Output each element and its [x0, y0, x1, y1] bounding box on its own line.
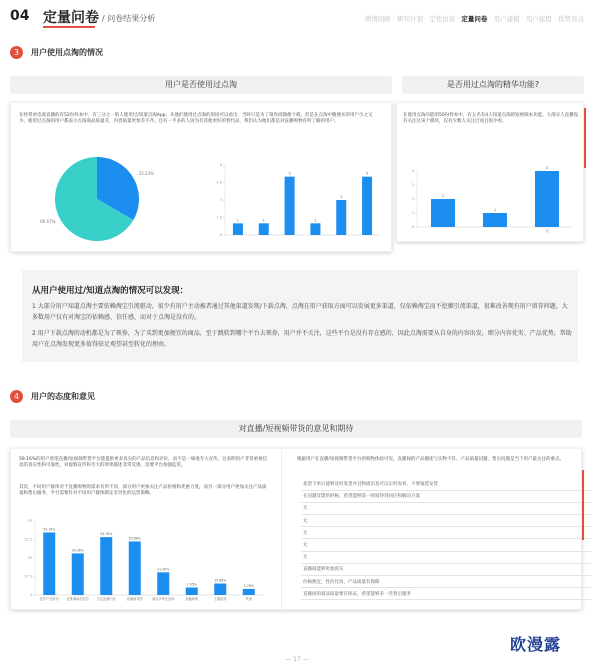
card1: [10, 102, 392, 252]
bar-category-label: 其他: [245, 597, 252, 601]
y-tick-label: 35: [27, 556, 32, 561]
page-title: 定量问卷: [43, 10, 99, 26]
section-number-badge: 3: [10, 46, 23, 59]
card2: [396, 102, 584, 242]
card2-header: 是否用过点淘的精华功能?: [402, 76, 584, 94]
section-title: 用户的态度和意见: [31, 392, 95, 401]
bar-value-label: 7.05%: [186, 582, 197, 587]
card3-text-2: 其次，不同用户群体对于直播购物的需求有所不同，部分用户更加关注产品价格和优惠力度，而另一部分用户更加关注产品质量和售后服务，平台需要针对不同用户群体制定差异化的运营策略。: [19, 485, 267, 497]
page-footer-number: — 17 —: [285, 656, 309, 663]
answer-row: 直播间能够更加真实: [301, 564, 591, 576]
pie-slice-label: 66.67%: [40, 219, 56, 225]
bar: [243, 589, 255, 595]
answer-row: 无: [301, 516, 591, 528]
bar-category-label: 主播推荐: [213, 597, 227, 601]
y-tick-label: 52.5: [24, 537, 32, 542]
y-tick-label: 3: [411, 183, 414, 188]
answer-row: 价格便宜，性价比高，产品质量有保障: [301, 577, 591, 589]
card1-text: 在经常看电商直播的有52份样本中，有三分之一的人使用过/知道点淘App。从他们使用过点淘的原因可以看出：当时只是为了领券而随便下载，但是在点淘中随便买的用户少之又少。使用过点淘的用户都表示点淘商品质量差，内容质量更参差不齐。还有一半多的人因为有其他更好的替代品，我们认为他们都是对直播购物有所了解的用户。: [19, 113, 373, 125]
y-tick-label: 1.5: [216, 215, 222, 220]
bar-value-label: 10.86%: [214, 578, 227, 583]
bar-category-label: 关注直播内容: [96, 597, 116, 601]
y-tick-label: 3: [219, 198, 222, 203]
bar-value-label: 1: [236, 218, 240, 223]
nav-item[interactable]: 定性访谈: [429, 15, 456, 23]
page-number: 04: [10, 8, 30, 24]
section-nav: [365, 14, 584, 23]
bar-category-label: 否: [545, 229, 549, 233]
y-tick-label: 6: [219, 163, 222, 168]
bar-category-label: 直播间氛围: [126, 597, 143, 601]
section-title: 用户使用点淘的情况: [31, 48, 103, 57]
answer-row: 无: [301, 528, 591, 540]
open-answers-list: [293, 479, 583, 605]
bar-category-label: 更准确商品信息: [66, 597, 89, 601]
bar-value-label: 21.45%: [157, 567, 170, 572]
section-number-badge: 4: [10, 390, 23, 403]
nav-separator: ·: [551, 15, 558, 23]
bar-value-label: 50.66%: [128, 536, 141, 541]
nav-item[interactable]: 用户旅程: [525, 15, 552, 23]
card3: [10, 448, 582, 610]
answer-row: 直播间的商品质量要有保证，希望能够多一些售后服务: [301, 589, 591, 601]
answer-row: 希望下单后能够及时发货并且物流信息可以实时查看，不要拖延发货: [301, 479, 591, 491]
bar: [259, 223, 269, 235]
bar: [186, 588, 198, 595]
bar-chart-2-group: [412, 166, 573, 233]
bar: [483, 213, 507, 227]
nav-separator: ·: [487, 15, 494, 23]
nav-item[interactable]: 优势盲点: [558, 15, 584, 23]
card1-header: 用户是否使用过点淘: [10, 76, 392, 94]
bar-value-label: 1: [314, 218, 317, 223]
bar: [535, 171, 559, 227]
section-3-heading: [10, 46, 210, 60]
answer-row: 无: [301, 540, 591, 552]
bar-value-label: 2: [441, 194, 445, 198]
bar-category-label: 商品多样化选择: [152, 597, 175, 601]
y-tick-label: 0: [219, 233, 222, 238]
y-tick-label: 4: [411, 169, 414, 174]
answer-row: 在问题反馈的时候，希望能够第一时间得到回应和解决方案: [301, 491, 591, 503]
feature-usage-bar-chart: [401, 155, 581, 239]
nav-separator: ·: [390, 15, 397, 23]
bar-category-label: 更多产品资讯: [39, 597, 59, 601]
bar: [336, 200, 346, 235]
bar-value-label: 59.16%: [43, 527, 56, 532]
finding-1: 1 大部分用户知道点淘主要依赖淘宝引流驱动，很少有用户主动被者通过其他渠道发现/下载点淘，点淘在用户获取方面可以发展更多渠道，仅依赖淘宝而不挖掘引流渠道，很难改善现有用户留存问题，大多数用户仅有对淘宝的依赖感、信任感，而对于点淘是没有的。: [32, 303, 568, 321]
title-underline: [43, 26, 95, 28]
bar-chart-1-group: [216, 163, 380, 237]
answer-row: 无: [301, 503, 591, 515]
card3-header: 对直播/短视频带货的意见和期待: [10, 420, 582, 438]
y-tick-label: 4.5: [216, 180, 222, 185]
bar: [129, 541, 141, 595]
bar-value-label: 3: [340, 195, 343, 199]
pie-group: [40, 157, 154, 241]
bar-value-label: 1: [493, 208, 497, 212]
findings-box: [22, 270, 578, 362]
y-tick-label: 70: [27, 519, 32, 524]
card3-text-3: 根据用户在直播/短视频带货平台的购物体验可见，直播间的产品描述与实物不符、产品质量问题、售后问题是当下用户最关注的重点。: [297, 457, 565, 462]
y-tick-label: 0: [29, 593, 32, 598]
bar: [157, 572, 169, 595]
bar-value-label: 1: [262, 218, 265, 223]
bar-chart-3-group: [24, 519, 263, 601]
bar: [362, 177, 372, 235]
nav-separator: ·: [455, 15, 462, 23]
bar: [100, 537, 112, 595]
y-tick-label: 0: [411, 225, 414, 230]
usage-reason-bar-chart: [211, 153, 386, 248]
y-tick-label: 1: [411, 211, 414, 216]
card3-text-1: 59.16%的用户希望直播/短视频带货平台能提供更多真实的产品信息和评价，而不是一味地夸大宣传。这表明用户非常重视信息的真实性和可靠性，对虚假宣传和夸大的效果描述非常反感，需要平台加强监管。: [19, 457, 268, 469]
bar-value-label: 4: [545, 166, 549, 170]
bar: [233, 223, 243, 235]
bar: [43, 532, 55, 595]
bar-value-label: 5: [365, 171, 369, 176]
y-tick-label: 2: [411, 197, 414, 202]
bar: [285, 177, 295, 235]
nav-item[interactable]: 简情回顾: [364, 15, 391, 23]
expectation-bar-chart: [15, 501, 271, 607]
pie-slice-label: 33.33%: [138, 170, 154, 176]
card3-divider: [281, 449, 282, 611]
bar: [310, 223, 320, 235]
bar-value-label: 54.76%: [100, 532, 113, 537]
nav-item[interactable]: 研究计划: [396, 15, 423, 23]
card2-accent-edge: [584, 108, 586, 168]
card2-text: 在使用点淘功能的50份样本中，有五名有4人知道点淘的短视频本功能。大部分人直播没有关注过该个模块，仅有少数人关注过而且很少看。: [403, 113, 579, 125]
page-subtitle: / 问卷结果分析: [102, 14, 156, 23]
bar-value-label: 39.36%: [71, 548, 84, 553]
card3-accent-edge: [582, 470, 584, 540]
findings-title: 从用户使用过/知道点淘的情况可以发现：: [32, 286, 189, 296]
bar-value-label: 5.76%: [243, 583, 254, 588]
bar-value-label: 5: [288, 171, 291, 176]
y-tick-label: 17.5: [24, 574, 32, 579]
bar: [431, 199, 455, 227]
answer-row: 无: [301, 552, 591, 564]
nav-separator: ·: [422, 15, 430, 23]
finding-2: 2 用户下载点淘的动机都是为了领券，为了买到更加便宜的商品，至于跳转到哪个平台去领券，用户并不关注，这些平台是没有存在感的，因此点淘需要从自身的内容出发，细分内容优劣、产品优势，帮助用户在点淘发现更多值得驻足观望甚至转化的理由。: [32, 330, 572, 348]
nav-item[interactable]: 定量问卷: [461, 15, 488, 23]
bar-category-label: 直播助理: [185, 597, 199, 601]
pie-chart: [17, 153, 207, 248]
bar: [214, 584, 226, 595]
brand-logo: 欧漫露: [510, 635, 562, 654]
page-header: [10, 8, 586, 28]
nav-separator: ·: [519, 15, 526, 23]
section-4-heading: [10, 390, 210, 404]
bar: [72, 553, 84, 595]
nav-item[interactable]: 用户建模: [493, 15, 520, 23]
